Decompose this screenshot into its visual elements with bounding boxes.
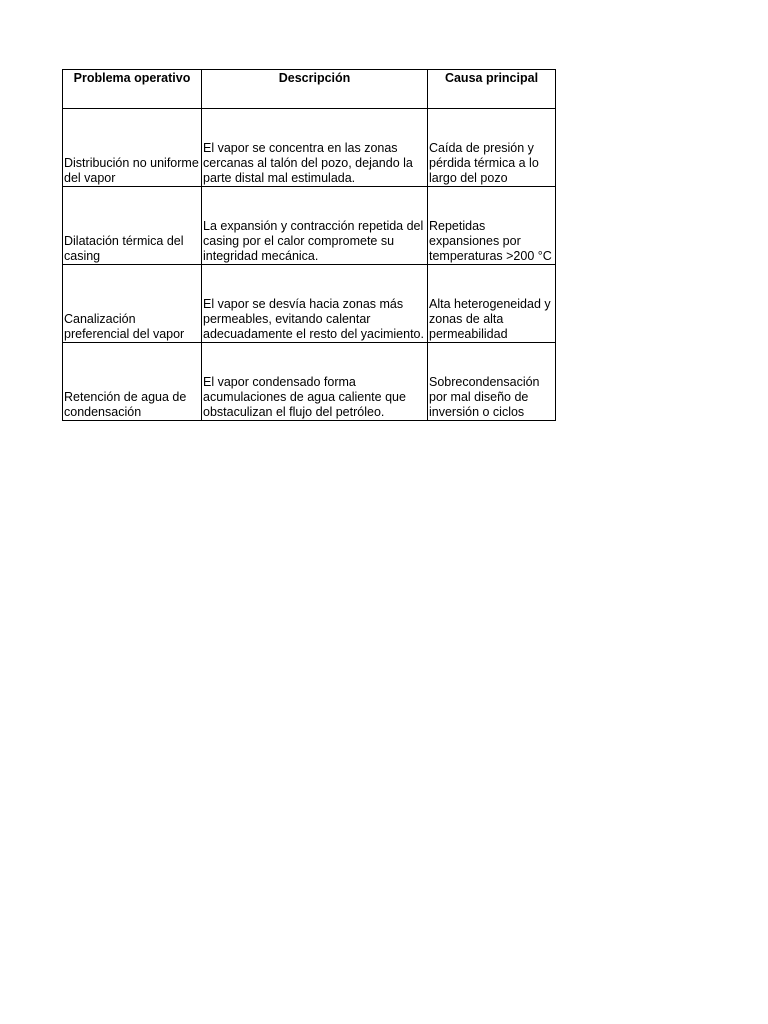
table-row: [63, 343, 556, 421]
cell-problem: Distribución no uniforme del vapor: [63, 109, 202, 187]
cell-description: La expansión y contracción repetida del casing por el calor compromete su integridad mecánica.: [202, 187, 428, 265]
cell-problem: Canalización preferencial del vapor: [63, 265, 202, 343]
table-header-row: [63, 70, 556, 109]
table-row: [63, 265, 556, 343]
cell-cause: Alta heterogeneidad y zonas de alta permeabilidad: [428, 265, 556, 343]
cell-problem: Retención de agua de condensación: [63, 343, 202, 421]
table-row: [63, 109, 556, 187]
header-cause: Causa principal: [428, 70, 556, 109]
cell-description: El vapor se concentra en las zonas cercanas al talón del pozo, dejando la parte distal mal estimulada.: [202, 109, 428, 187]
header-problem: Problema operativo: [63, 70, 202, 109]
cell-description: El vapor condensado forma acumulaciones de agua caliente que obstaculizan el flujo del petróleo.: [202, 343, 428, 421]
cell-description: El vapor se desvía hacia zonas más permeables, evitando calentar adecuadamente el resto del yacimiento.: [202, 265, 428, 343]
cell-cause: Caída de presión y pérdida térmica a lo largo del pozo: [428, 109, 556, 187]
header-description: Descripción: [202, 70, 428, 109]
cell-problem: Dilatación térmica del casing: [63, 187, 202, 265]
table-row: [63, 187, 556, 265]
cell-cause: Repetidas expansiones por temperaturas >200 °C: [428, 187, 556, 265]
operational-problems-table: [62, 69, 556, 421]
cell-cause: Sobrecondensación por mal diseño de inversión o ciclos: [428, 343, 556, 421]
